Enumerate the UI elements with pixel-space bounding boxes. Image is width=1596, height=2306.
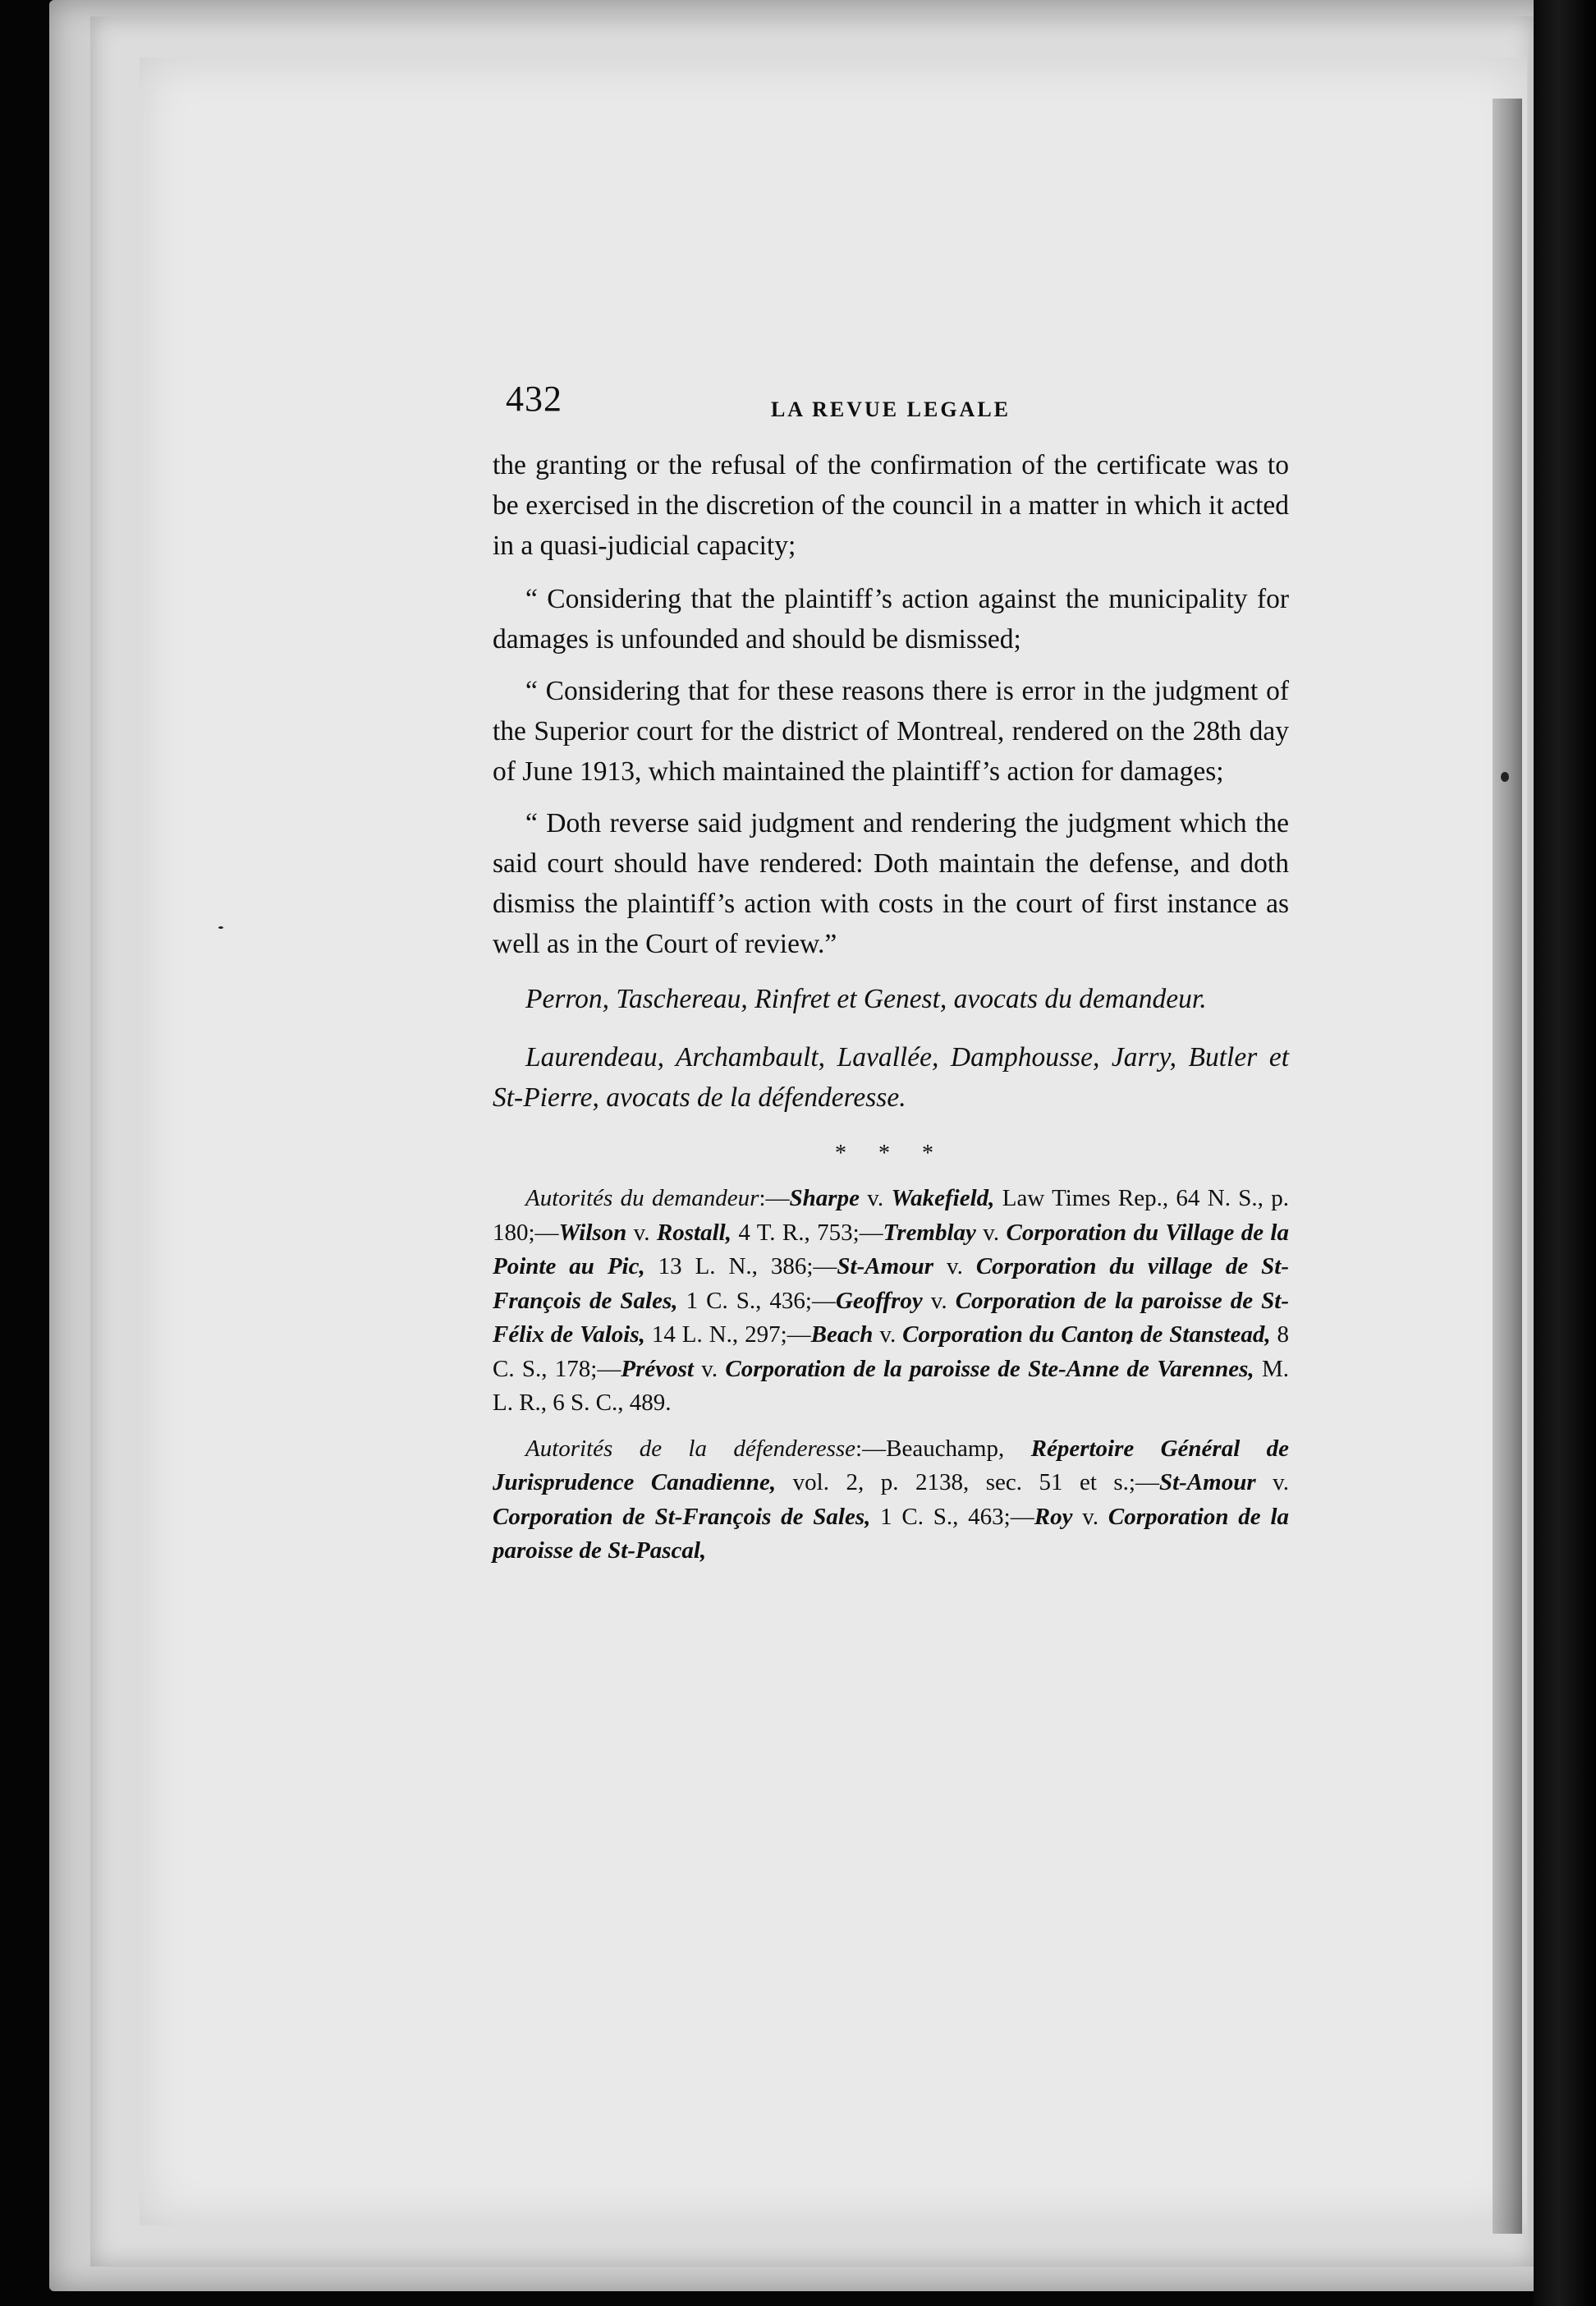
citation-case-name: Prévost: [621, 1355, 694, 1382]
citation-reference: M. L. R., 6 S. C., 489.: [493, 1355, 1289, 1416]
citation-reference: v.: [1255, 1469, 1289, 1495]
plaintiff-authorities: [493, 1182, 1289, 1421]
citation-reference: v.: [933, 1253, 976, 1279]
page-content: [493, 378, 1289, 1580]
citation-case-name: Corporation de la paroisse de St-Félix de Valois,: [493, 1287, 1289, 1348]
citation-case-name: Corporation du village de St-François de Sales,: [493, 1253, 1289, 1314]
page-number: 432: [506, 379, 562, 419]
citation-reference: 1 C. S., 463;—: [870, 1503, 1034, 1530]
citation-case-name: Corporation de St-François de Sales,: [493, 1503, 871, 1530]
defendant-authorities: [493, 1432, 1289, 1569]
citation-case-name: Geoffroy: [835, 1287, 923, 1314]
citation-case-name: Beach: [810, 1321, 874, 1348]
citation-reference: v.: [626, 1219, 657, 1246]
defendant-counsel: Laurendeau, Archambault, Lavallée, Damphousse, Jarry, Butler et St-Pierre, avocats de la défenderesse.: [493, 1042, 1289, 1113]
running-head: [493, 378, 1289, 427]
citation-case-name: Roy: [1034, 1503, 1073, 1530]
citation-reference: v.: [922, 1287, 956, 1314]
citation-case-name: Tremblay: [883, 1219, 976, 1246]
paragraph-judgment-reversed: “ Doth reverse said judgment and rendering the judgment which the said court should have rendered: Doth maintain the defense, and doth dismiss the plaintiff’s action with costs in the court of first instance as well as in the Court of review.”: [493, 808, 1289, 959]
citation-reference: vol. 2, p. 2138, sec. 51 et s.;—: [776, 1469, 1159, 1495]
citation-case-name: Wakefield,: [891, 1185, 995, 1211]
citation-case-name: Répertoire Général de Jurisprudence Canadienne,: [493, 1435, 1290, 1495]
citation-reference: v.: [873, 1321, 903, 1348]
paragraph-considering-error: “ Considering that for these reasons there is error in the judgment of the Superior court for the district of Montreal, rendered on the 28th day of June 1913, which maintained the plaintiff’s action for damages;: [493, 676, 1289, 787]
defendant-authorities-lead: Autorités de la défenderesse: [525, 1435, 856, 1462]
citation-reference: v.: [1072, 1503, 1108, 1530]
citation-reference: Law Times Rep., 64 N. S., p. 180;—: [493, 1185, 1289, 1246]
citation-reference: :—: [759, 1185, 790, 1211]
citation-reference: 14 L. N., 297;—: [644, 1321, 811, 1348]
citation-reference: v.: [693, 1355, 726, 1382]
margin-speck: [1501, 772, 1509, 782]
binding-edge: [1493, 99, 1522, 2234]
section-separator: * * *: [835, 1141, 947, 1166]
citation-case-name: Corporation du Village de la Pointe au Pic,: [493, 1219, 1289, 1279]
citation-reference: 13 L. N., 386;—: [644, 1253, 837, 1279]
citation-case-name: Sharpe: [789, 1185, 860, 1211]
plaintiff-counsel: Perron, Taschereau, Rinfret et Genest, avocats du demandeur.: [525, 984, 1207, 1014]
citation-case-name: St-Amour: [837, 1253, 934, 1279]
paragraph-capacity: the granting or the refusal of the confirmation of the certificate was to be exercised in the discretion of the council in a matter in which it acted in a quasi-judicial capacity;: [493, 450, 1289, 561]
citation-case-name: Corporation du Canton de Stanstead,: [902, 1321, 1271, 1348]
citation-case-name: Wilson: [558, 1219, 627, 1246]
journal-title: LA REVUE LEGALE: [770, 397, 1011, 421]
citation-reference: 1 C. S., 436;—: [677, 1287, 836, 1314]
citation-case-name: St-Amour: [1158, 1469, 1256, 1495]
citation-reference: v.: [975, 1219, 1007, 1246]
citation-case-name: Corporation de la paroisse de Ste-Anne de Varennes,: [725, 1355, 1254, 1382]
citation-reference: 8 C. S., 178;—: [493, 1321, 1290, 1382]
book-binding: [1534, 0, 1596, 2306]
citation-reference: v.: [859, 1185, 892, 1211]
paragraph-considering-unfounded: “ Considering that the plaintiff’s action against the municipality for damages is unfounded and should be dismissed;: [493, 584, 1289, 655]
citation-reference: :—Beauchamp,: [855, 1435, 1031, 1462]
margin-speck: [218, 926, 223, 929]
plaintiff-authorities-citations: [493, 1185, 1289, 1416]
citation-reference: 4 T. R., 753;—: [731, 1219, 883, 1246]
citation-case-name: Rostall,: [656, 1219, 732, 1246]
plaintiff-authorities-lead: Autorités du demandeur: [525, 1185, 759, 1211]
citation-case-name: Corporation de la paroisse de St-Pascal,: [493, 1503, 1289, 1564]
